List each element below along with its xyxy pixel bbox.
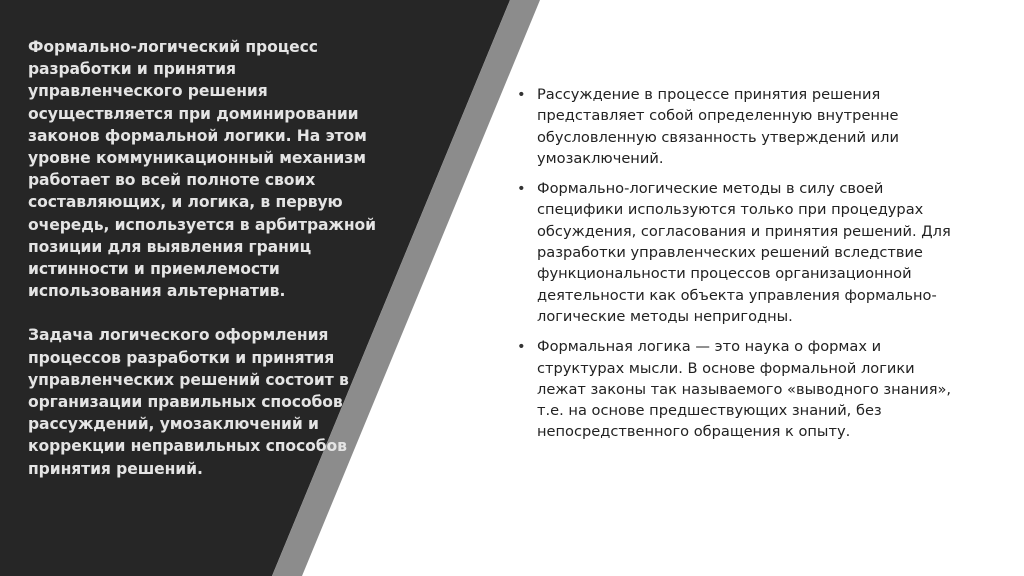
bullet-item-2 bbox=[515, 178, 965, 327]
bullet-marker: • bbox=[517, 86, 526, 103]
bullet-text-3: Формальная логика — это наука о формах и структурах мысли. В основе формальной логики лежат законы так называемого «выводного знания», т.е. на основе предшествующих знаний, без непосредственного обращения к опыту. bbox=[537, 338, 952, 441]
bullet-item-1 bbox=[515, 84, 965, 169]
left-text-block bbox=[28, 36, 378, 502]
bullet-text-2: Формально-логические методы в силу своей специфики используются только при процедурах обсуждения, согласования и принятия решений. Для разработки управленческих решений вследствие функциональности процессов организационной деятельности как объекта управления формально-логические методы непригодны. bbox=[537, 180, 951, 325]
bullet-marker: • bbox=[517, 180, 526, 198]
bullet-text-1: Рассуждение в процессе принятия решения представляет собой определенную внутренне обусловленную связанность утверждений или умозаключений. bbox=[537, 86, 899, 167]
left-paragraph-1: Формально-логический процесс разработки и принятия управленческого решения осуществляется при доминировании законов формальной логики. На этом уровне коммуникационный механизм работает во всей полноте своих составляющих, и логика, в первую очередь, используется в арбитражной позиции для выявления границ истинности и приемлемости использования альтернатив. bbox=[28, 38, 376, 301]
bullet-marker: • bbox=[517, 338, 526, 356]
left-paragraph-2: Задача логического оформления процессов разработки и принятия управленческих решений состоит в организации правильных способов рассуждений, умозаключений и коррекции неправильных способов принятия решений. bbox=[28, 326, 349, 478]
bullet-list bbox=[515, 84, 965, 452]
bullet-item-3 bbox=[515, 336, 965, 442]
